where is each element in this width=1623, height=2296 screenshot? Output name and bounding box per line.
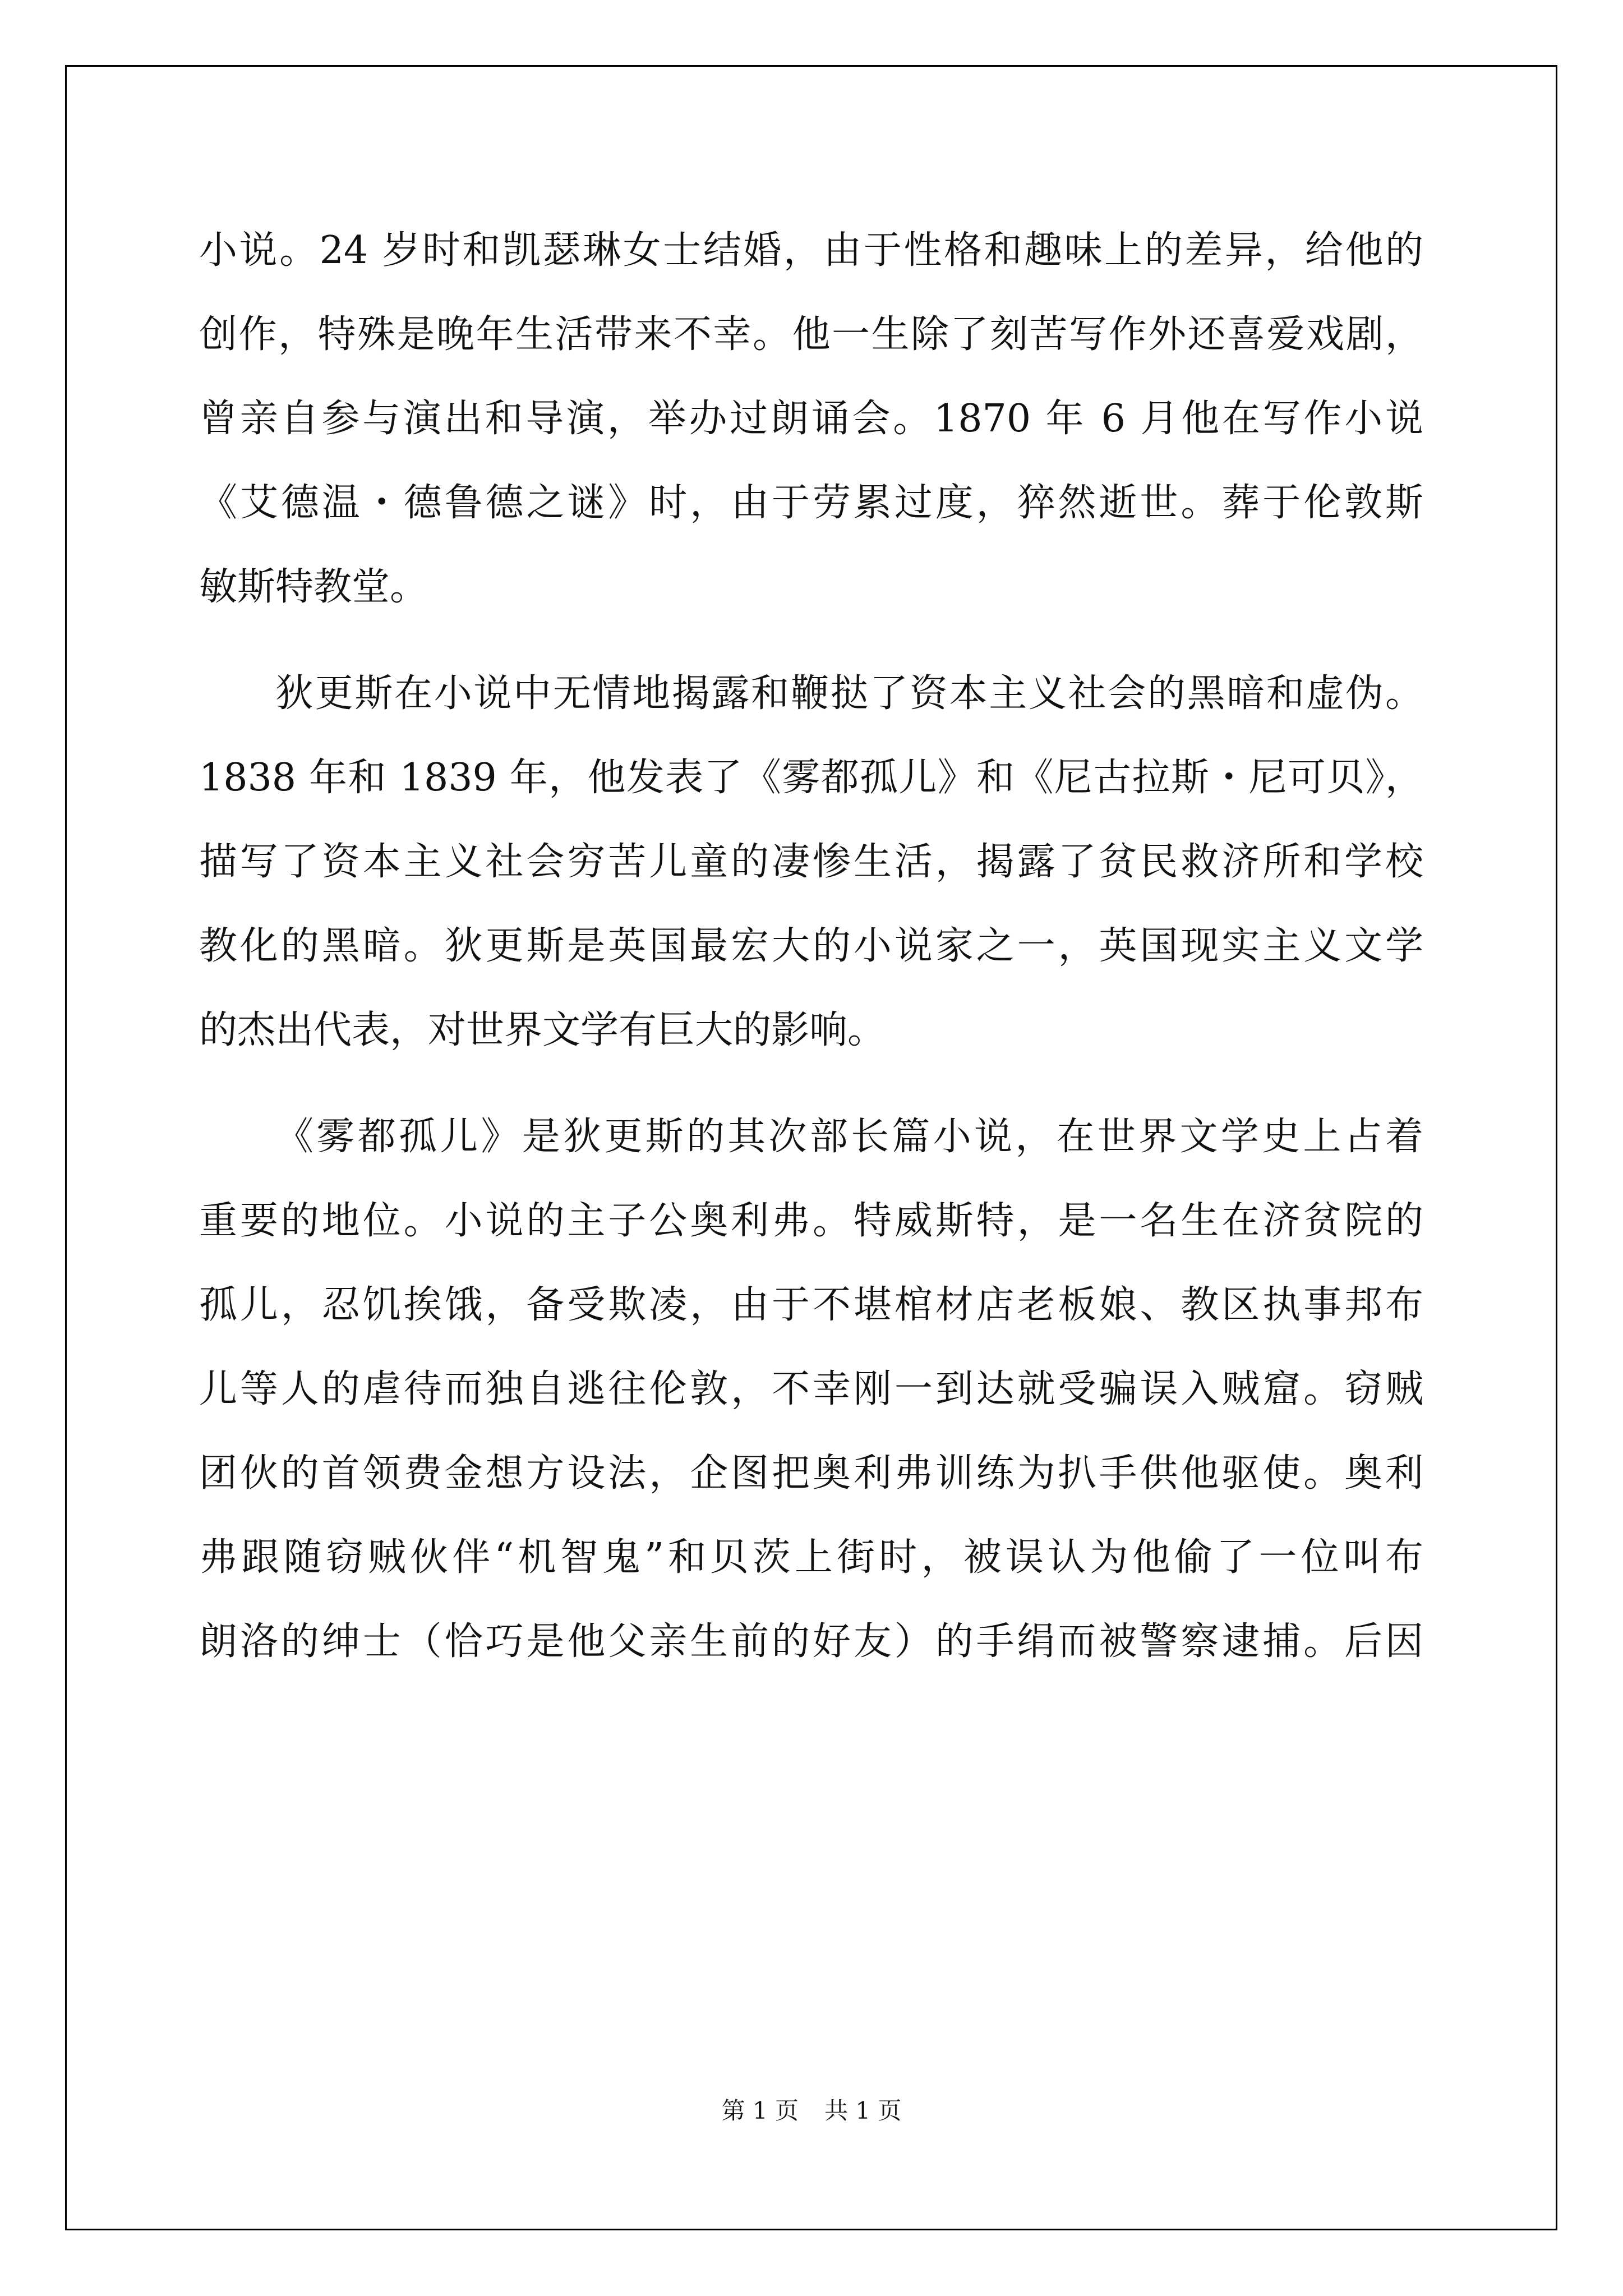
paragraph-gap: [199, 629, 1423, 652]
text-line: 敏斯特教堂。: [199, 565, 428, 609]
text-line: 《艾德温・德鲁德之谜》时，由于劳累过度，猝然逝世。葬于伦敦斯: [199, 481, 1423, 525]
text-line: 曾亲自参与演出和导演，举办过朗诵会。1870 年 6 月他在写作小说: [199, 397, 1423, 441]
page-footer: [0, 2092, 1623, 2126]
text-line: 儿等人的虐待而独自逃往伦敦，不幸刚一到达就受骗误入贼窟。窃贼: [199, 1367, 1423, 1411]
text-line: 孤儿，忍饥挨饿，备受欺凌，由于不堪棺材店老板娘、教区执事邦布: [199, 1283, 1423, 1327]
text-line: 1838 年和 1839 年，他发表了《雾都孤儿》和《尼古拉斯・尼可贝》，: [199, 756, 1423, 800]
text-line: 重要的地位。小说的主子公奥利弗。特威斯特，是一名生在济贫院的: [199, 1199, 1423, 1243]
text-line: 《雾都孤儿》是狄更斯的其次部长篇小说，在世界文学史上占着: [275, 1115, 1423, 1159]
page-number: 第 1 页: [721, 2097, 799, 2124]
document-body: [199, 209, 1423, 1684]
text-line: 朗洛的绅士（恰巧是他父亲生前的好友）的手绢而被警察逮捕。后因: [199, 1619, 1423, 1664]
text-line: 教化的黑暗。狄更斯是英国最宏大的小说家之一，英国现实主义文学: [199, 924, 1423, 968]
text-line: 狄更斯在小说中无情地揭露和鞭挞了资本主义社会的黑暗和虚伪。: [275, 671, 1423, 716]
text-line: 描写了资本主义社会穷苦儿童的凄惨生活，揭露了贫民救济所和学校: [199, 840, 1423, 884]
page-total: 共 1 页: [824, 2097, 902, 2124]
text-line: 的杰出代表，对世界文学有巨大的影响。: [199, 1008, 886, 1052]
text-line: 弗跟随窃贼伙伴“机智鬼”和贝茨上街时，被误认为他偷了一位叫布: [199, 1535, 1423, 1580]
text-line: 团伙的首领费金想方设法，企图把奥利弗训练为扒手供他驱使。奥利: [199, 1451, 1423, 1496]
text-line: 小说。24 岁时和凯瑟琳女士结婚，由于性格和趣味上的差异，给他的: [199, 228, 1423, 273]
text-line: 创作，特殊是晚年生活带来不幸。他一生除了刻苦写作外还喜爱戏剧，: [199, 312, 1423, 357]
paragraph-gap: [199, 1073, 1423, 1095]
